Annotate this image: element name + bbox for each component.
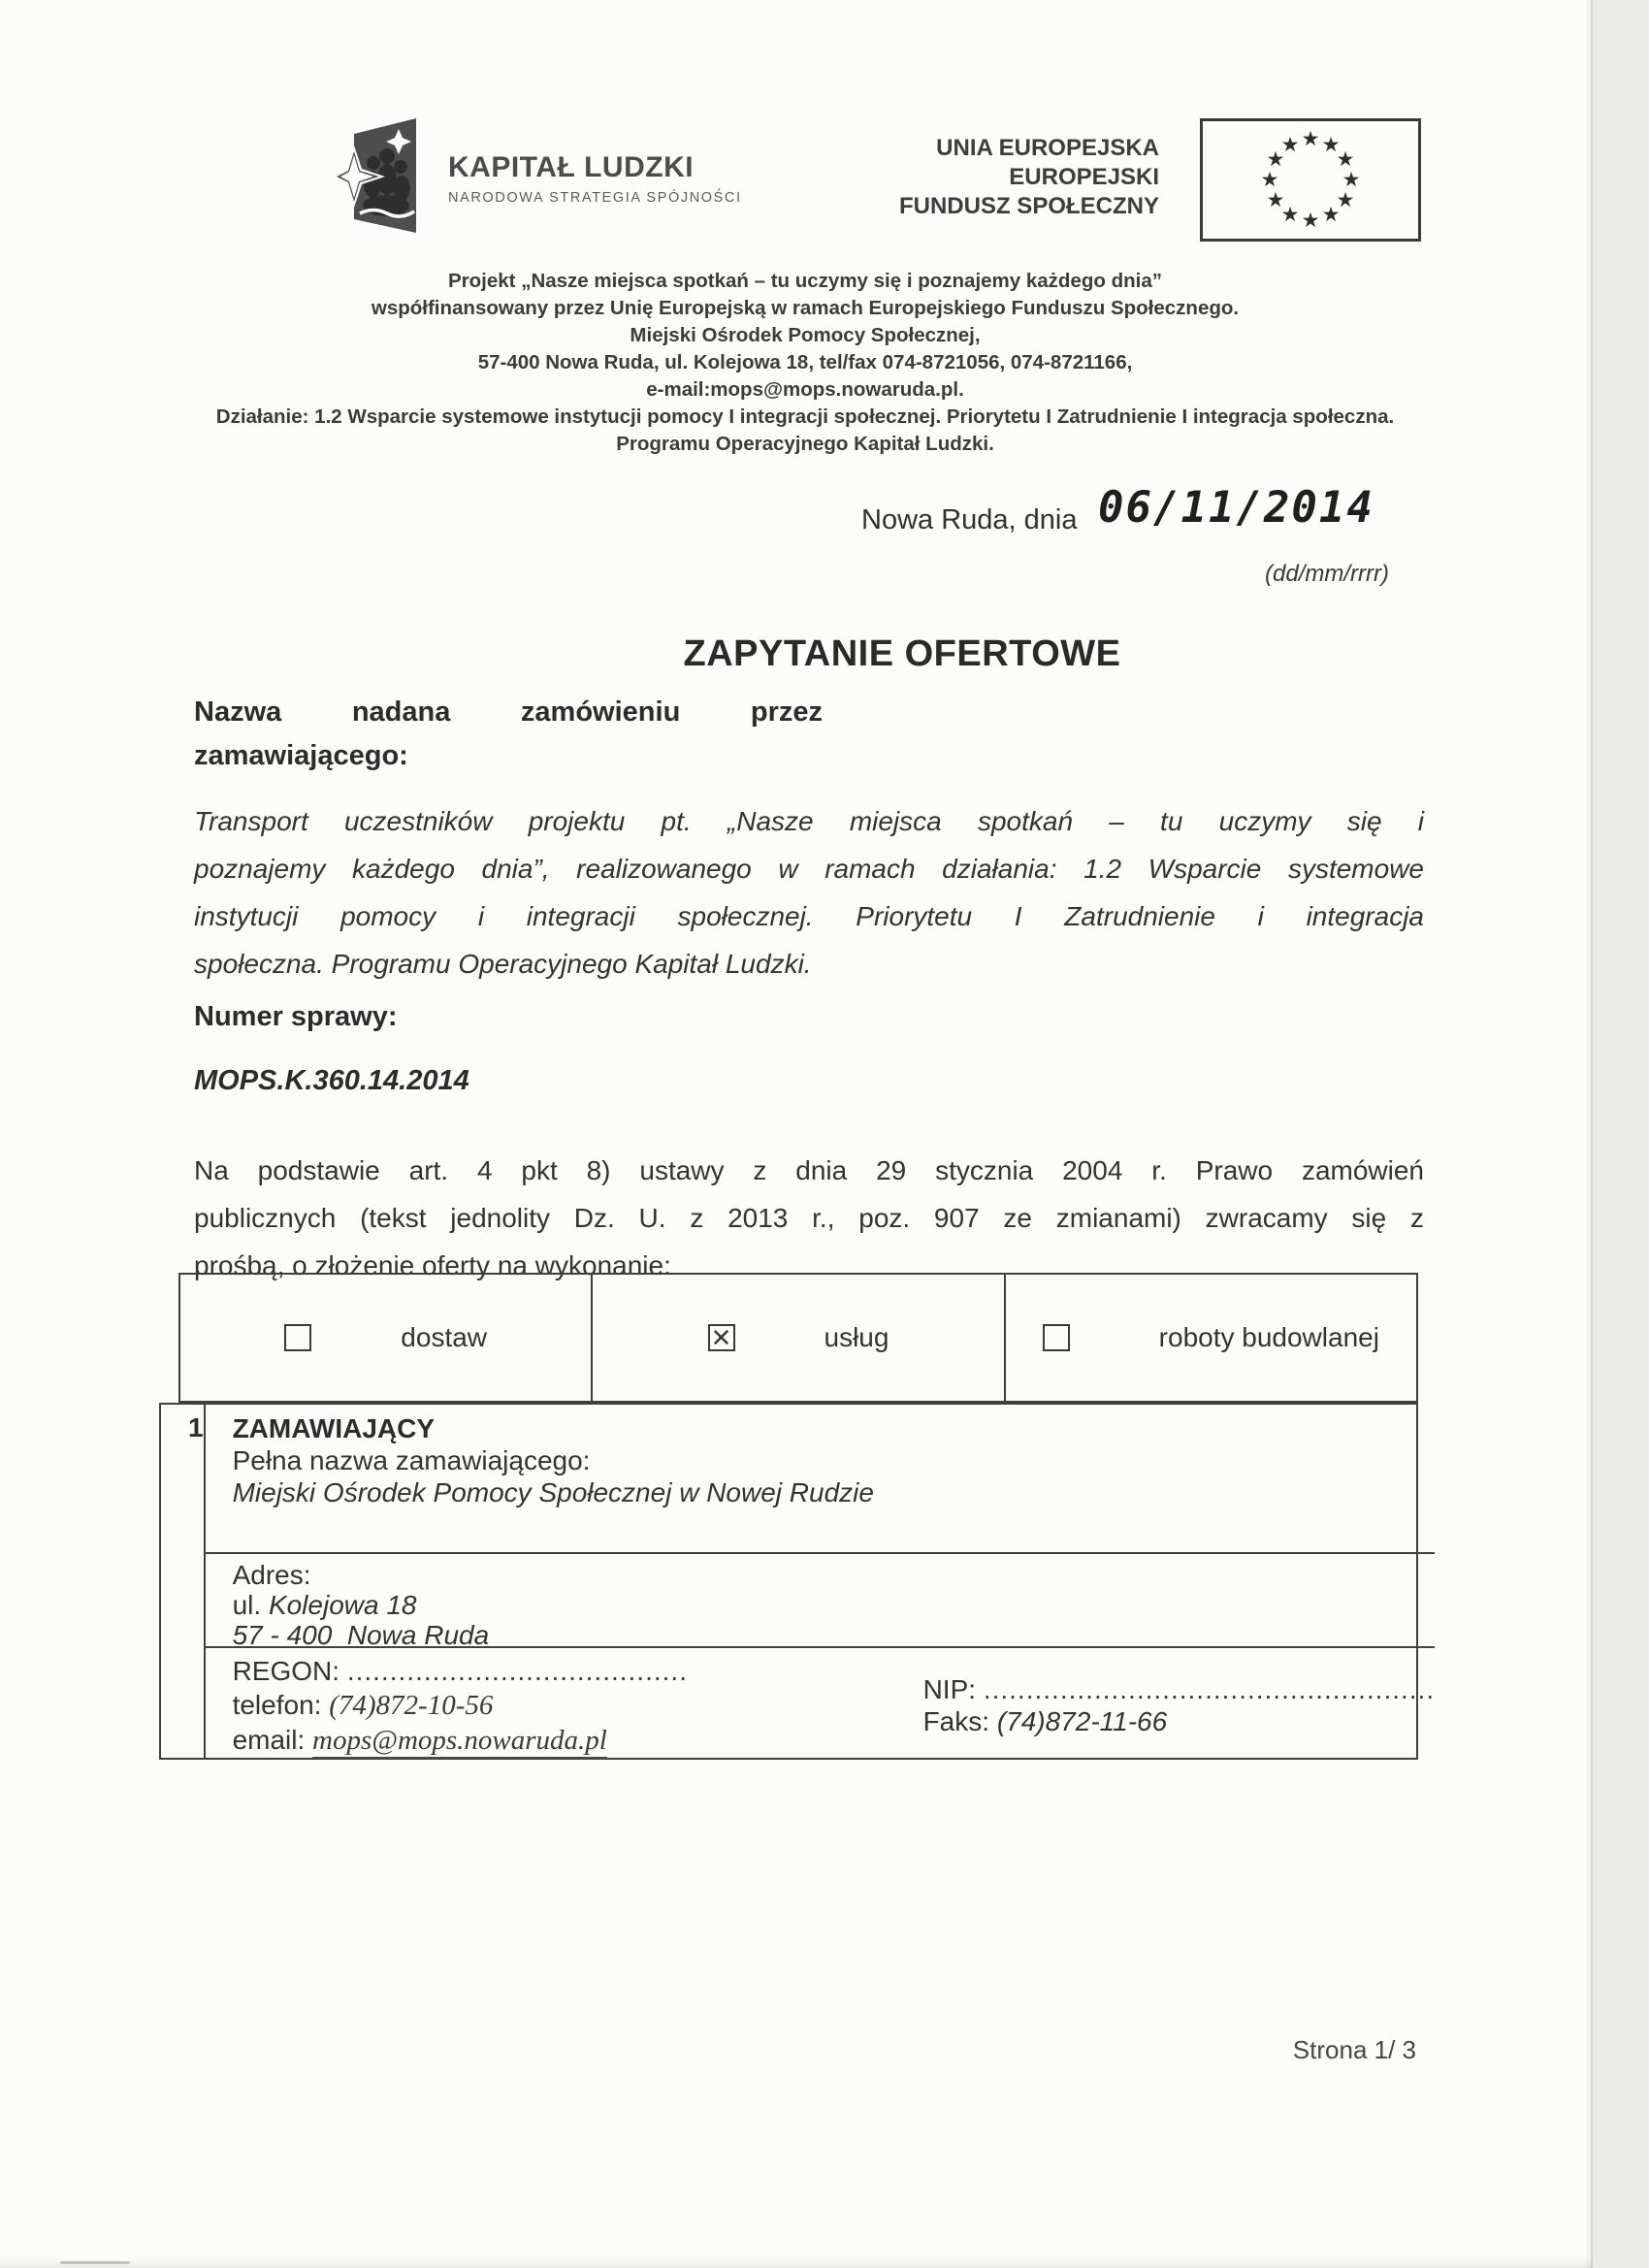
project-line: 57-400 Nowa Ruda, ul. Kolejowa 18, tel/fax 074-8721056, 074-8721166,: [477, 351, 1133, 373]
case-number-label: Numer sprawy:: [194, 1001, 398, 1032]
eu-wordmark: [771, 134, 1159, 221]
order-name-label-line2: zamawiającego:: [194, 740, 408, 771]
contacts-right-column: [885, 1648, 1436, 1758]
order-type-label: usług: [824, 1322, 889, 1352]
eu-line-3: FUNDUSZ SPOŁECZNY: [898, 193, 1159, 219]
svg-text:★: ★: [1336, 188, 1355, 211]
kapital-ludzki-wordmark: [448, 151, 742, 206]
date-value: 06/11/2014: [1098, 483, 1374, 533]
order-type-table: [178, 1273, 1418, 1403]
address-street: [233, 1590, 1436, 1620]
svg-text:★: ★: [1266, 147, 1285, 171]
date-place-label: Nowa Ruda, dnia: [861, 504, 1078, 535]
order-name-paragraph: [194, 797, 1424, 988]
kapital-ludzki-logo-icon: [328, 113, 425, 241]
order-type-label: dostaw: [401, 1322, 488, 1352]
order-name-line: instytucji pomocy i integracji społecznej. Priorytetu I Zatrudnienie i integracja: [194, 901, 1424, 931]
contracting-authority-table: [159, 1403, 1436, 1760]
table-row-number: 1: [161, 1405, 206, 1758]
order-type-cell-dostaw: [180, 1275, 591, 1401]
phone-value: (74)872-10-56: [329, 1690, 494, 1721]
project-line: Miejski Ośrodek Pomocy Społecznej,: [630, 324, 981, 346]
contracting-authority-main: [206, 1405, 1436, 1758]
address-label: Adres:: [232, 1560, 311, 1590]
order-type-cell-uslug: [591, 1275, 1003, 1401]
street-value: Kolejowa 18: [268, 1590, 417, 1620]
eu-flag-icon: [1200, 118, 1421, 242]
email-line: [233, 1723, 885, 1758]
svg-text:★: ★: [1266, 188, 1285, 211]
contracting-authority-heading: ZAMAWIAJĄCY: [232, 1413, 436, 1443]
phone-line: [233, 1688, 885, 1723]
street-prefix: ul.: [232, 1590, 269, 1620]
regon-line: [233, 1654, 885, 1688]
legal-basis-line: prośbą, o złożenie oferty na wykonanie:: [194, 1250, 671, 1280]
order-name-line: Transport uczestników projektu pt. „Nasze miejsca spotkań – tu uczymy się i: [194, 806, 1424, 836]
order-type-label: roboty budowlanej: [1158, 1322, 1379, 1352]
project-line: Programu Operacyjnego Kapitał Ludzki.: [616, 433, 994, 455]
checkbox-uslug-checked-icon: ✕: [708, 1324, 735, 1351]
address-city: 57 - 400 Nowa Ruda: [232, 1620, 490, 1650]
contacts-cell: [206, 1648, 1436, 1758]
order-name-label: [194, 691, 823, 778]
scanner-bottom-shadow: [0, 2258, 1593, 2268]
nip-line: [923, 1673, 1436, 1705]
nip-dots: .....................................................: [983, 1674, 1436, 1704]
svg-text:★: ★: [1321, 133, 1341, 156]
legal-basis-line: publicznych (tekst jednolity Dz. U. z 2013 r., poz. 907 ze zmianami) zwracamy się z: [194, 1203, 1424, 1233]
svg-text:★: ★: [1336, 147, 1355, 171]
full-name-label: Pełna nazwa zamawiającego:: [232, 1445, 591, 1475]
order-name-line: społeczna. Programu Operacyjnego Kapitał Ludzki.: [194, 949, 812, 979]
checkbox-dostaw-icon: [284, 1324, 311, 1351]
date-format-hint: (dd/mm/rrrr): [1265, 561, 1389, 587]
svg-text:★: ★: [1260, 168, 1279, 191]
address-cell: [206, 1554, 1436, 1648]
legal-basis-paragraph: [194, 1147, 1424, 1289]
document-title: ZAPYTANIE OFERTOWE: [683, 633, 1121, 674]
scanner-bottom-mark: [60, 2261, 130, 2264]
scanner-edge-strip: [1591, 0, 1649, 2268]
order-name-line: poznajemy każdego dnia”, realizowanego w ramach działania: 1.2 Wsparcie systemowe: [194, 854, 1424, 884]
eu-line-2: EUROPEJSKI: [1009, 164, 1159, 190]
regon-dots: ........................................: [346, 1656, 688, 1686]
project-line: e-mail:mops@mops.nowaruda.pl.: [646, 378, 964, 401]
nip-label: NIP:: [922, 1674, 984, 1704]
case-number-value: MOPS.K.360.14.2014: [194, 1065, 469, 1096]
order-type-cell-roboty: [1004, 1275, 1416, 1401]
fax-value: (74)872-11-66: [996, 1706, 1168, 1736]
project-line: Projekt „Nasze miejsca spotkań – tu uczymy się i poznajemy każdego dnia”: [448, 270, 1162, 292]
regon-label: REGON:: [232, 1656, 347, 1686]
email-value: mops@mops.nowaruda.pl: [312, 1725, 607, 1759]
svg-text:★: ★: [1321, 203, 1341, 226]
svg-text:★: ★: [1301, 209, 1320, 232]
contacts-left-column: [206, 1648, 885, 1758]
svg-text:★: ★: [1301, 127, 1320, 150]
legal-basis-line: Na podstawie art. 4 pkt 8) ustawy z dnia 29 stycznia 2004 r. Prawo zamówień: [194, 1155, 1424, 1185]
kapital-ludzki-subtitle: NARODOWA STRATEGIA SPÓJNOŚCI: [448, 190, 742, 206]
checkbox-roboty-icon: [1043, 1324, 1070, 1351]
project-header-block: [107, 268, 1504, 458]
fax-line: [923, 1705, 1436, 1737]
email-label: email:: [232, 1725, 313, 1755]
kapital-ludzki-title: KAPITAŁ LUDZKI: [448, 151, 695, 183]
order-name-label-line1: Nazwa nadana zamówieniu przez: [194, 697, 823, 728]
svg-text:★: ★: [1280, 203, 1300, 226]
contracting-authority-name-cell: [206, 1405, 1436, 1554]
svg-text:★: ★: [1280, 133, 1300, 156]
phone-label: telefon:: [232, 1690, 330, 1720]
fax-label: Faks:: [922, 1706, 997, 1736]
project-line: współfinansowany przez Unię Europejską w ramach Europejskiego Funduszu Społecznego.: [371, 297, 1240, 319]
eu-line-1: UNIA EUROPEJSKA: [936, 135, 1159, 161]
svg-text:★: ★: [1342, 168, 1361, 191]
project-line: Działanie: 1.2 Wsparcie systemowe instytucji pomocy I integracji społecznej. Priorytetu I Zatrudnienie I integracja społeczna.: [215, 405, 1395, 428]
page-number: Strona 1/ 3: [1292, 2035, 1416, 2064]
full-name-value: Miejski Ośrodek Pomocy Społecznej w Nowej Rudzie: [232, 1477, 874, 1507]
